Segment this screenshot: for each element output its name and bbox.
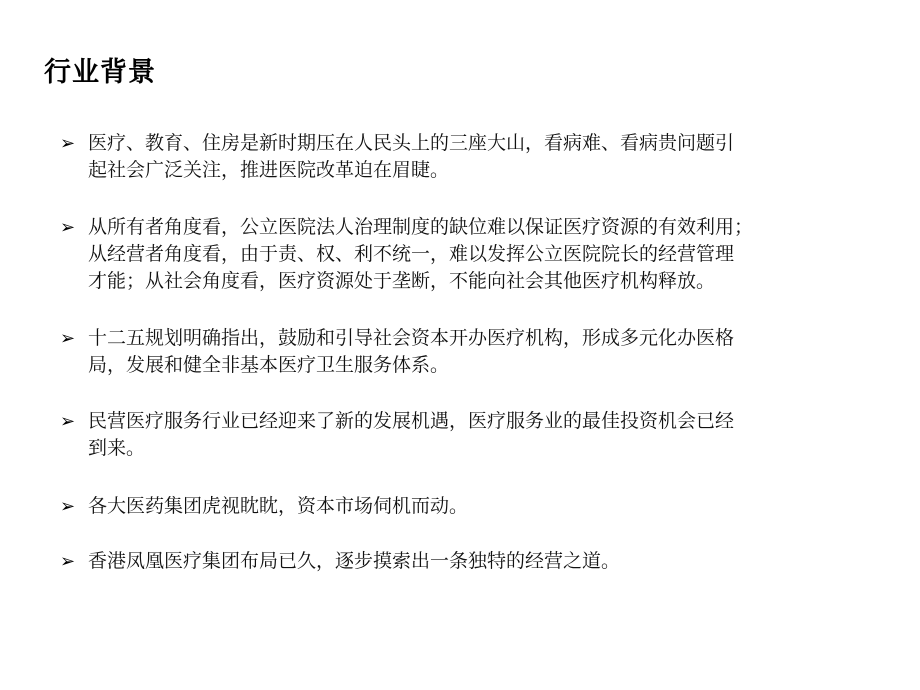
bullet-text: 医疗、教育、住房是新时期压在人民头上的三座大山，看病难、看病贵问题引 起社会广泛关注，推进医院改革迫在眉睫。: [88, 132, 735, 181]
arrow-bullet-icon: ➢: [60, 217, 76, 238]
bullet-item: [60, 548, 880, 575]
slide-title: 行业背景: [44, 57, 156, 88]
arrow-bullet-icon: ➢: [60, 133, 76, 154]
bullet-item: [60, 325, 880, 379]
bullet-text: 从所有者角度看，公立医院法人治理制度的缺位难以保证医疗资源的有效利用； 从经营者角度看，由于责、权、利不统一，难以发挥公立医院院长的经营管理 才能；从社会角度看，医疗资源处于垄断，不能向社会其他医疗机构释放。: [88, 216, 754, 292]
bullet-item: [60, 493, 880, 520]
bullet-item: [60, 408, 880, 462]
arrow-bullet-icon: ➢: [60, 496, 76, 517]
arrow-bullet-icon: ➢: [60, 411, 76, 432]
bullet-item: [60, 130, 880, 184]
bullet-text: 民营医疗服务行业已经迎来了新的发展机遇，医疗服务业的最佳投资机会已经 到来。: [88, 410, 735, 459]
bullet-text: 十二五规划明确指出，鼓励和引导社会资本开办医疗机构，形成多元化办医格 局，发展和健全非基本医疗卫生服务体系。: [88, 327, 735, 376]
arrow-bullet-icon: ➢: [60, 328, 76, 349]
bullet-text: 香港凤凰医疗集团布局已久，逐步摸索出一条独特的经营之道。: [88, 550, 621, 572]
arrow-bullet-icon: ➢: [60, 551, 76, 572]
bullet-text: 各大医药集团虎视眈眈，资本市场伺机而动。: [88, 495, 469, 517]
bullet-item: [60, 214, 880, 295]
